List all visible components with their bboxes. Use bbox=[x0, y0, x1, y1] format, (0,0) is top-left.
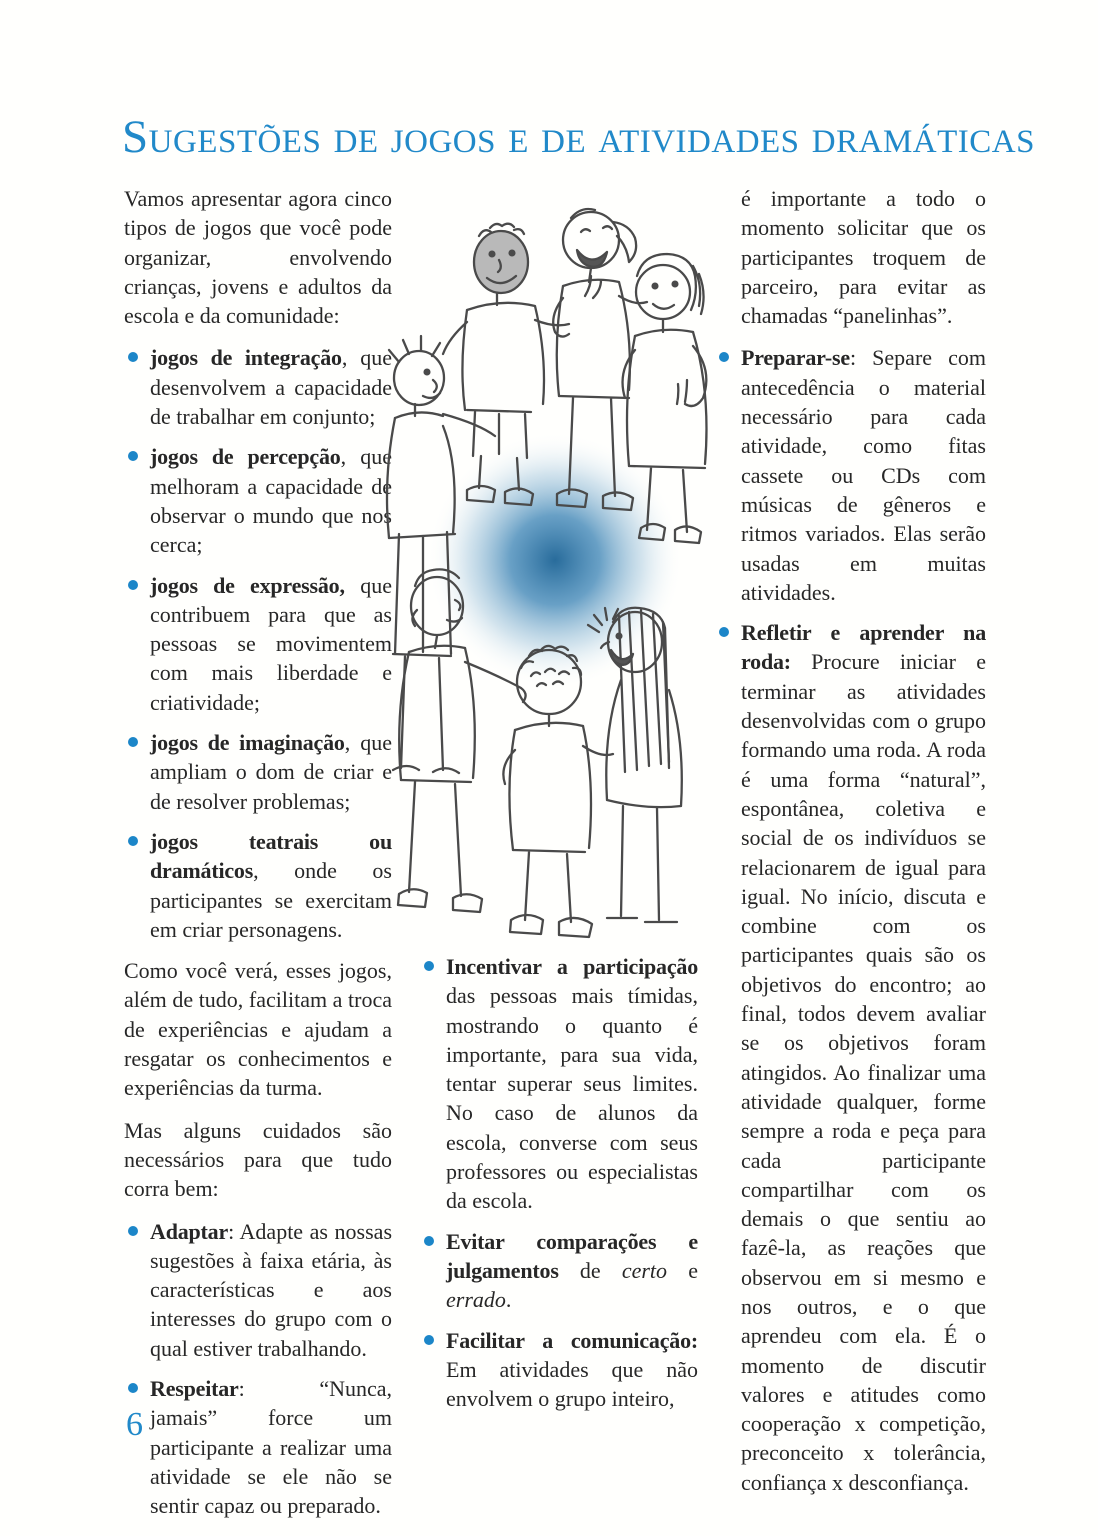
game-types-list bbox=[124, 343, 392, 944]
list-item-lead: Facilitar a comunicação: bbox=[446, 1327, 698, 1353]
list-item-lead: Incentivar a participação bbox=[446, 954, 698, 979]
list-item-text: que contribuem para que as pessoas se movimentem com mais liberdade e criatividade; bbox=[150, 572, 393, 715]
list-item-text: e bbox=[667, 1257, 698, 1283]
intro-paragraph: Vamos apresentar agora cinco tipos de jogos que você pode organizar, envolvendo crianças, jovens e adultos da escola e da comunidade: bbox=[124, 186, 392, 329]
list-item-lead: Adaptar bbox=[150, 1218, 229, 1244]
list-item-text: : “Nunca, jamais” force um participante a realizar uma atividade se ele não se sentir capaz ou preparado. bbox=[150, 1375, 392, 1519]
list-item bbox=[124, 343, 392, 431]
list-item bbox=[420, 1227, 698, 1315]
list-item bbox=[124, 827, 392, 944]
list-item-lead: Respeitar bbox=[150, 1375, 239, 1401]
list-item-lead: jogos de integração bbox=[150, 345, 342, 371]
list-item bbox=[124, 1374, 392, 1520]
list-item-lead: jogos de imaginação bbox=[150, 730, 345, 756]
care-list bbox=[124, 1217, 392, 1521]
list-item bbox=[124, 728, 392, 816]
list-item-lead: jogos de percepção bbox=[150, 444, 341, 470]
cartoon-figure-front-center-boy bbox=[503, 646, 613, 937]
list-item bbox=[715, 618, 986, 1497]
list-item-italic: errado bbox=[446, 1287, 506, 1313]
list-item-text: : Adapte as nossas sugestões à faixa etária, às características e aos interesses do grupo com o qual estiver trabalhando. bbox=[150, 1218, 392, 1361]
right-column bbox=[715, 184, 986, 1509]
list-item bbox=[124, 571, 392, 717]
list-item-lead: jogos teatrais ou dramáticos bbox=[150, 828, 392, 884]
list-item-text: Procure iniciar e terminar as atividades desenvolvidas com o grupo formando uma roda. A roda é uma forma “natural”, espontânea, coletiva e social de os indivíduos se relacionarem de igual para igual. No início, discuta e combine com os participantes quais são os objetivos do encontro; ao final, todos devem avaliar se os objetivos foram atingidos. Ao finalizar uma atividade qualquer, forme sempre a roda e peça para cada participante compartilhar com os demais o que sentiu ao fazê-la, as reações que observou em si mesmo e nos outros, e o que aprendeu com ela. É o momento de discutir valores e atitudes como cooperação x competição, preconceito x tolerância, confiança x desconfiança. bbox=[741, 649, 986, 1495]
list-item bbox=[124, 1217, 392, 1363]
page-number: 6 bbox=[126, 1406, 143, 1443]
list-item bbox=[420, 952, 698, 1216]
page-title: Sugestões de jogos e de atividades dramáticas bbox=[122, 111, 1035, 163]
list-item-text: . bbox=[505, 1287, 512, 1313]
list-item-text: Em atividades que não envolvem o grupo inteiro, bbox=[446, 1356, 698, 1412]
list-item-text: : Separe com antecedência o material necessário para cada atividade, como fitas cassete ou CDs com músicas de gêneros e ritmos variados. Elas serão usadas em muitas atividades. bbox=[741, 345, 986, 605]
list-item-lead: Refletir e aprender na roda: bbox=[741, 620, 986, 675]
care-list-right bbox=[715, 343, 986, 1497]
paragraph: Como você verá, esses jogos, além de tudo, facilitam a troca de experiências e ajudam a resgatar os conhecimentos e experiências da turma. bbox=[124, 958, 392, 1101]
continuation-paragraph: é importante a todo o momento solicitar que os participantes troquem de parceiro, para evitar as chamadas “panelinhas”. bbox=[741, 186, 986, 329]
list-item-text: , que ampliam o dom de criar e de resolver problemas; bbox=[150, 730, 392, 814]
left-column bbox=[124, 184, 392, 1532]
list-item-lead: Evitar comparações e julgamentos bbox=[446, 1228, 698, 1283]
list-item-text: , que melhoram a capacidade de observar o mundo que nos cerca; bbox=[150, 444, 393, 558]
middle-column bbox=[420, 952, 698, 1425]
list-item-lead: Preparar-se bbox=[741, 345, 850, 371]
care-list-continued bbox=[420, 952, 698, 1413]
list-item bbox=[124, 442, 392, 559]
list-item bbox=[715, 343, 986, 607]
list-item-text: das pessoas mais tímidas, mostrando o quanto é importante, para sua vida, tentar superar seus limites. No caso de alunos da escola, converse com seus professores ou especialistas da escola. bbox=[446, 983, 698, 1214]
list-item-lead: jogos de expressão, bbox=[150, 572, 345, 598]
list-item bbox=[420, 1326, 698, 1414]
list-item-text: , que desenvolvem a capacidade de trabalhar em conjunto; bbox=[150, 345, 392, 430]
list-item-text: , onde os participantes se exercitam em criar personagens. bbox=[150, 858, 392, 942]
children-circle-illustration bbox=[363, 170, 731, 962]
paragraph: Mas alguns cuidados são necessários para que tudo corra bem: bbox=[124, 1117, 392, 1202]
list-item-text: de bbox=[558, 1257, 622, 1283]
list-item-italic: certo bbox=[621, 1257, 668, 1283]
